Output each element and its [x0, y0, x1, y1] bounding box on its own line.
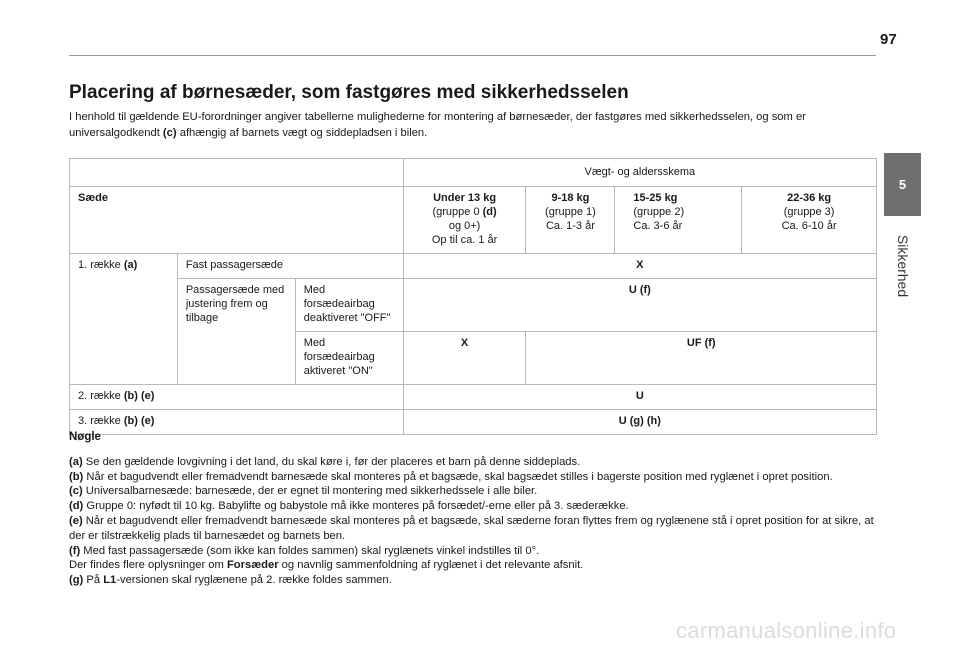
row-2-value: U [403, 385, 876, 410]
row-3-value: U (g) (h) [403, 410, 876, 435]
table-cell-empty [70, 159, 404, 187]
adjustable-seat-label: Passagersæde med justering frem og tilbage [177, 279, 295, 385]
row-label-3: 3. række (b) (e) [70, 410, 404, 435]
airbag-on-value-group0: X [403, 332, 526, 385]
seat-header: Sæde [70, 187, 404, 254]
chapter-number: 5 [898, 177, 907, 192]
key-note: (g) På L1-versionen skal ryglænene på 2. række foldes sammen. [69, 574, 392, 587]
key-note: (a) Se den gældende lovgivning i det land, du skal køre i, før der placeres et barn på denne siddeplads. [69, 455, 581, 468]
row-label-2: 2. række (b) (e) [70, 385, 404, 410]
airbag-off-label: Med forsædeairbag deaktiveret "OFF" [295, 279, 403, 332]
weight-age-header: Vægt- og aldersskema [403, 159, 876, 187]
key-section [69, 430, 877, 588]
fixed-seat-label: Fast passagersæde [177, 254, 403, 279]
airbag-on-label: Med forsædeairbag aktiveret "ON" [295, 332, 403, 385]
group-2-header: 15-25 kg (gruppe 2) Ca. 3-6 år [615, 187, 742, 254]
header-divider [69, 55, 876, 56]
key-note: (e) Når et bagudvendt eller fremadvendt barnesæde skal monteres på et bagsæde, skal sæderne foran flyttes frem og ryglænene stå i opret position for at sikre, at der er tilstrækkelig plads til barnesædet og barnets ben. [69, 514, 874, 542]
group-1-header: 9-18 kg (gruppe 1) Ca. 1-3 år [526, 187, 615, 254]
key-note: (b) Når et bagudvendt eller fremadvendt barnesæde skal monteres på et bagsæde, skal bagsædet stilles i bagerste position med ryglænet i opret position. [69, 470, 833, 483]
watermark: carmanualsonline.info [676, 618, 897, 643]
intro-ref: (c) [162, 127, 177, 139]
airbag-off-value: U (f) [403, 279, 876, 332]
airbag-on-value-rest: UF (f) [526, 332, 877, 385]
fixed-seat-value: X [403, 254, 876, 279]
table-row [70, 187, 877, 254]
table-row [70, 159, 877, 187]
table-row [70, 279, 877, 332]
key-note: (d) Gruppe 0: nyfødt til 10 kg. Babylifte og babystole må ikke monteres på forsædet/-erne eller på 3. sæderække. [69, 500, 629, 513]
key-more-info: Der findes flere oplysninger om Forsæder og navnlig sammenfoldning af ryglænet i det relevante afsnit. [69, 559, 584, 572]
table-row [70, 254, 877, 279]
intro-paragraph [69, 109, 877, 141]
group-3-header: 22-36 kg (gruppe 3) Ca. 6-10 år [742, 187, 877, 254]
chapter-label-text: Sikkerhed [894, 234, 911, 298]
chapter-tab[interactable] [884, 153, 921, 216]
content [69, 82, 877, 141]
page-number: 97 [880, 31, 897, 48]
intro-text: I henhold til gældende EU-forordninger angiver tabellerne mulighederne for montering af børnesæder, der fastgøres med sikkerhedsselen, og som er universalgodkendt [69, 111, 806, 139]
key-note: (f) Med fast passagersæde (som ikke kan foldes sammen) skal ryglænets vinkel indstilles til 0°. [69, 544, 540, 557]
key-note: (c) Universalbarnesæde: barnesæde, der er egnet til montering med sikkerhedssele i alle biler. [69, 485, 538, 498]
intro-text-end: afhængig af barnets vægt og siddepladsen i bilen. [176, 127, 428, 139]
page-title: Placering af børnesæder, som fastgøres med sikkerhedsselen [69, 82, 629, 103]
key-title: Nøgle [69, 431, 101, 443]
group-0-header: Under 13 kg (gruppe 0 (d) og 0+) Op til ca. 1 år [403, 187, 526, 254]
table-row [70, 385, 877, 410]
row-label-1: 1. række (a) [70, 254, 178, 385]
chapter-label [868, 220, 938, 312]
child-seat-table [69, 158, 877, 435]
